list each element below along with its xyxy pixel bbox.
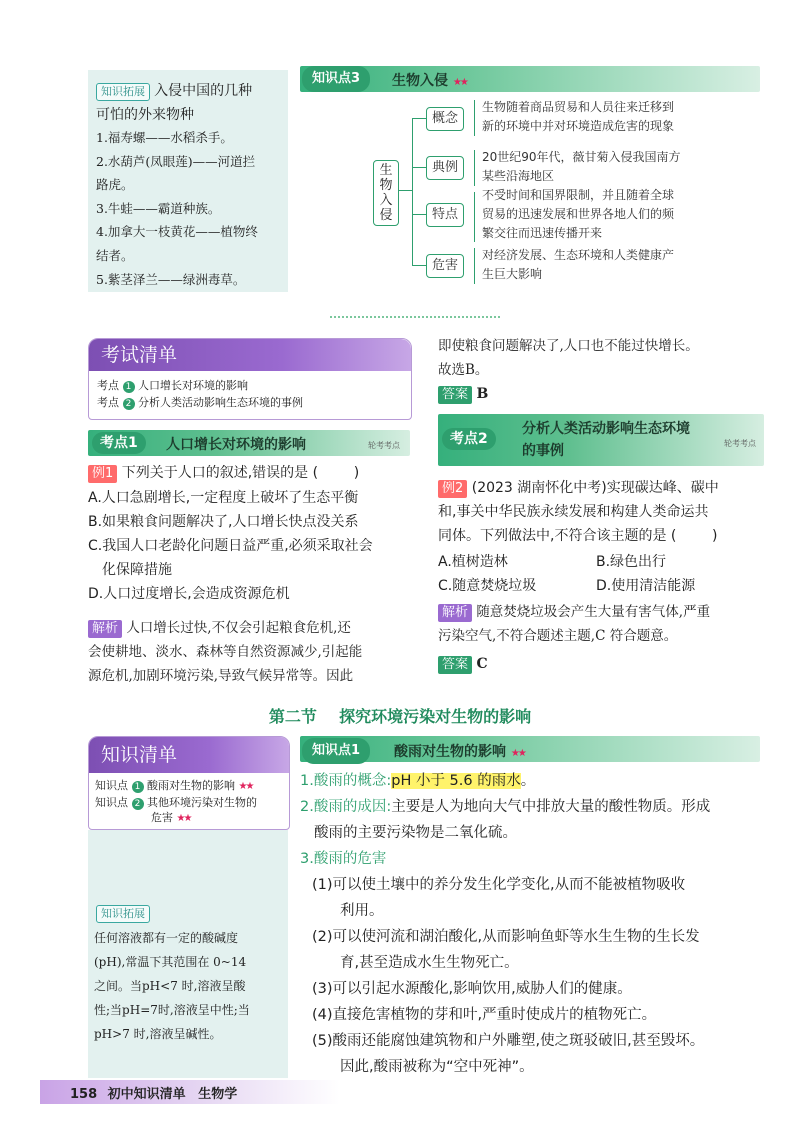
exam-item-text: 人口增长对环境的影响 [138,379,248,392]
answer-label: 答案 [438,386,472,404]
kd2-label: 考点2 [442,428,496,450]
extension-item: 路虎。 [96,177,134,193]
book-title: 初中知识清单 [107,1087,186,1102]
concept-label: 1.酸雨的概念: [300,773,392,789]
answer1-row [438,386,488,404]
knowledge-list-item [89,795,289,811]
example1-answer-paren: ( ) [312,465,360,481]
mindmap-connector [412,118,426,119]
extension-item: 4.加拿大一枝黄花——植物终 [96,224,258,240]
option-b: B.如果粮食问题解决了,人口增长快点没关系 [88,514,359,530]
acid-rain-harm-heading: 3.酸雨的危害 [300,851,387,867]
answer-value: B [476,386,489,402]
analysis-line: 污染空气,不符合题述主题,C 符合题意。 [438,628,678,644]
option-c: C.随意焚烧垃圾 [438,578,537,594]
extension-line: (pH),常温下其范围在 0~14 [94,955,247,969]
knowledge-item-label: 知识点 [95,796,128,809]
exam-list-item [89,394,411,411]
answer-value: C [476,656,488,672]
kp1-label: 知识点1 [302,738,370,764]
example1-options [88,486,418,606]
knowledge-list-header [89,737,289,773]
mindmap-brace [474,100,475,136]
option-b: B.绿色出行 [596,554,667,570]
kd1-title: 人口增长对环境的影响 [166,437,306,453]
sidebar-extension-header [96,80,252,101]
exam-list-header [89,339,411,371]
cause-label: 2.酸雨的成因: [300,799,392,815]
extension-line: 性;当pH=7时,溶液呈中性;当 [94,1003,250,1017]
mindmap-connector [412,167,426,168]
extension-item: 结者。 [96,247,134,263]
kp1-title: 酸雨对生物的影响 [394,744,506,760]
knowledge-list-box [88,736,290,830]
importance-stars-icon: ★★ [238,781,253,792]
analysis-label: 解析 [438,604,472,622]
extension-title-line2: 可怕的外来物种 [96,107,194,123]
harm-text [482,246,674,284]
example2-answer-paren: ( ) [670,528,718,544]
answer-label: 答案 [438,656,472,674]
continuation-line: 故选B。 [438,362,489,378]
exam-item-text: 分析人类活动影响生态环境的事例 [138,396,303,409]
exam-list-title: 考试清单 [101,344,178,366]
extension-item: 1.福寿螺——水稻杀手。 [96,130,233,145]
kd1-label: 考点1 [92,432,146,454]
feature-line: 繁交往而迅速传播开来 [482,226,603,240]
example1-question [88,462,418,484]
kp3-title: 生物入侵 [392,73,448,89]
extension-bottom-text [94,926,286,1046]
number-badge-icon: 1 [132,781,144,793]
mindmap-branch-harm: 危害 [426,254,464,278]
example-line: 20世纪90年代，薇甘菊入侵我国南方 [482,150,681,164]
example1-question-text: 下列关于人口的叙述,错误的是 [121,465,309,481]
number-badge-icon: 2 [132,798,144,810]
continuation-line: 即使粮食问题解决了,人口也不能过快增长。 [438,338,699,354]
knowledge-list-item [89,778,289,795]
example2-question [438,476,768,548]
example2-text: (2023 湖南怀化中考)实现碳达峰、碳中 [471,480,719,496]
page-number: 158 [70,1087,98,1102]
extension-item: 2.水葫芦(凤眼莲)——河道拦 [96,153,256,169]
book-subject: 生物学 [198,1087,238,1102]
example-text [482,148,681,186]
concept-end: 。 [520,773,536,789]
exam-list-box [88,338,412,420]
concept-text: pH 小于 5.6 的雨水 [391,773,521,789]
analysis-line: 源危机,加剧环境污染,导致气候异常等。因此 [88,668,354,684]
extension-list [96,126,288,291]
knowledge-item-text: 其他环境污染对生物的 [147,796,257,809]
knowledge-item-label: 知识点 [95,779,128,792]
option-c: C.我国人口老龄化问题日益严重,必须采取社会 [88,538,373,554]
feature-text [482,186,674,243]
harm-item: (4)直接危害植物的芽和叶,严重时使成片的植物死亡。 [312,1007,657,1023]
harm-line: 对经济发展、生态环境和人类健康产 [482,248,675,262]
section-title: 第二节 探究环境污染对生物的影响 [268,707,532,726]
concept-text [482,98,674,136]
analysis-label: 解析 [88,620,122,638]
exam-item-label: 考点 [97,379,119,392]
importance-stars-icon: ★★ [452,77,467,88]
example2-line [438,524,768,548]
example2-label: 例2 [438,480,467,498]
kp3-label: 知识点3 [302,66,370,92]
harm-line: 生巨大影响 [482,267,543,281]
harm-item: (3)可以引起水源酸化,影响饮用,威胁人们的健康。 [312,981,632,997]
cause-text: 主要是人为地向大气中排放大量的酸性物质。形成 [391,799,711,815]
example2-line: 和,事关中华民族永续发展和构建人类命运共 [438,504,709,520]
extension-item: 5.紫茎泽兰——绿洲毒草。 [96,271,246,287]
acid-rain-concept [300,768,768,794]
example2-line [438,476,768,500]
knowledge-list-item-cont [89,811,289,826]
option-c-cont: 化保障措施 [102,562,172,578]
extension-tag-bottom [96,902,150,923]
example1-analysis [88,616,418,688]
kd2-title [522,418,690,462]
harm-item-cont: 因此,酸雨被称为“空中死神”。 [340,1059,534,1075]
importance-stars-icon: ★★ [510,748,525,759]
analysis-text: 人口增长过快,不仅会引起粮食危机,还 [126,620,351,636]
analysis-line [438,600,768,624]
harm-list [300,872,768,1080]
mindmap-branch-concept: 概念 [426,107,464,131]
mindmap-branch-example: 典例 [426,156,464,180]
example1-label: 例1 [88,465,117,483]
example2-text: 同体。下列做法中,不符合该主题的是 [438,528,667,544]
extension-line: 任何溶液都有一定的酸碱度 [94,931,239,945]
mindmap-brace [474,192,475,242]
answer1-continuation [438,334,768,382]
mindmap-root-label: 生物入侵 [379,163,393,223]
mindmap-brace [474,150,475,186]
kp1-title-row [394,741,525,761]
footer-row [70,1083,237,1102]
number-badge-icon: 1 [123,381,135,393]
harm-item: (5)酸雨还能腐蚀建筑物和户外雕塑,使之斑驳破旧,甚至毁坏。 [312,1033,705,1049]
acid-rain-cause [300,794,768,820]
answer2-row [438,656,488,674]
example-line: 某些沿海地区 [482,169,555,183]
dotted-divider [330,316,500,318]
example2-analysis [438,600,768,648]
extension-tag: 知识拓展 [96,905,150,923]
mindmap-connector [398,190,412,191]
concept-line: 生物随着商品贸易和人员往来迁移到 [482,100,675,114]
analysis-line [88,616,418,640]
extension-title-line1: 入侵中国的几种 [154,83,253,99]
extension-item: 3.牛蛙——霸道种族。 [96,200,221,216]
mindmap-connector [412,214,426,215]
number-badge-icon: 2 [123,398,135,410]
extension-line: pH>7 时,溶液呈碱性。 [94,1027,222,1041]
harm-item: (2)可以使河流和湖泊酸化,从而影响鱼虾等水生生物的生长发 [312,929,700,945]
knowledge-list-title: 知识清单 [101,744,178,766]
options-row [438,574,768,598]
harm-item-cont: 育,甚至造成水生生物死亡。 [340,955,519,971]
mindmap-connector [412,118,413,266]
options-row [438,550,768,574]
mindmap-root [373,160,399,226]
kp1-content [300,768,768,1080]
concept-line: 新的环境中并对环境造成危害的现象 [482,119,675,133]
kd2-note: 轮考考点 [724,439,756,448]
mindmap-brace [474,248,475,284]
harm-item: (1)可以使土壤中的养分发生化学变化,从而不能被植物吸收 [312,877,686,893]
option-a: A.人口急剧增长,一定程度上破坏了生态平衡 [88,490,359,506]
option-d: D.使用清洁能源 [596,578,696,594]
knowledge-item-text: 酸雨对生物的影响 [147,779,235,792]
example2-options [438,550,768,598]
feature-line: 不受时间和国界限制，并且随着全球 [482,188,675,202]
feature-line: 贸易的迅速发展和世界各地人们的频 [482,207,675,221]
mindmap-branch-feature: 特点 [426,203,464,227]
kd2-title-line: 分析人类活动影响生态环境 [522,421,690,437]
analysis-line: 会使耕地、淡水、森林等自然资源减少,引起能 [88,644,363,660]
analysis-text: 随意焚烧垃圾会产生大量有害气体,严重 [476,604,711,620]
option-a: A.植树造林 [438,554,508,570]
importance-stars-icon: ★★ [176,813,191,824]
exam-list-item [89,377,411,394]
extension-line: 之间。当pH<7 时,溶液呈酸 [94,979,246,993]
harm-item-cont: 利用。 [340,903,384,919]
kd1-note: 轮考考点 [368,441,400,450]
option-d: D.人口过度增长,会造成资源危机 [88,586,290,602]
mindmap-connector [412,265,426,266]
extension-tag: 知识拓展 [96,83,150,101]
exam-item-label: 考点 [97,396,119,409]
acid-rain-cause-cont: 酸雨的主要污染物是二氧化硫。 [314,825,517,841]
knowledge-item-text: 危害 [151,811,173,824]
kp3-title-row [392,70,467,90]
kd2-title-line: 的事例 [522,443,564,459]
